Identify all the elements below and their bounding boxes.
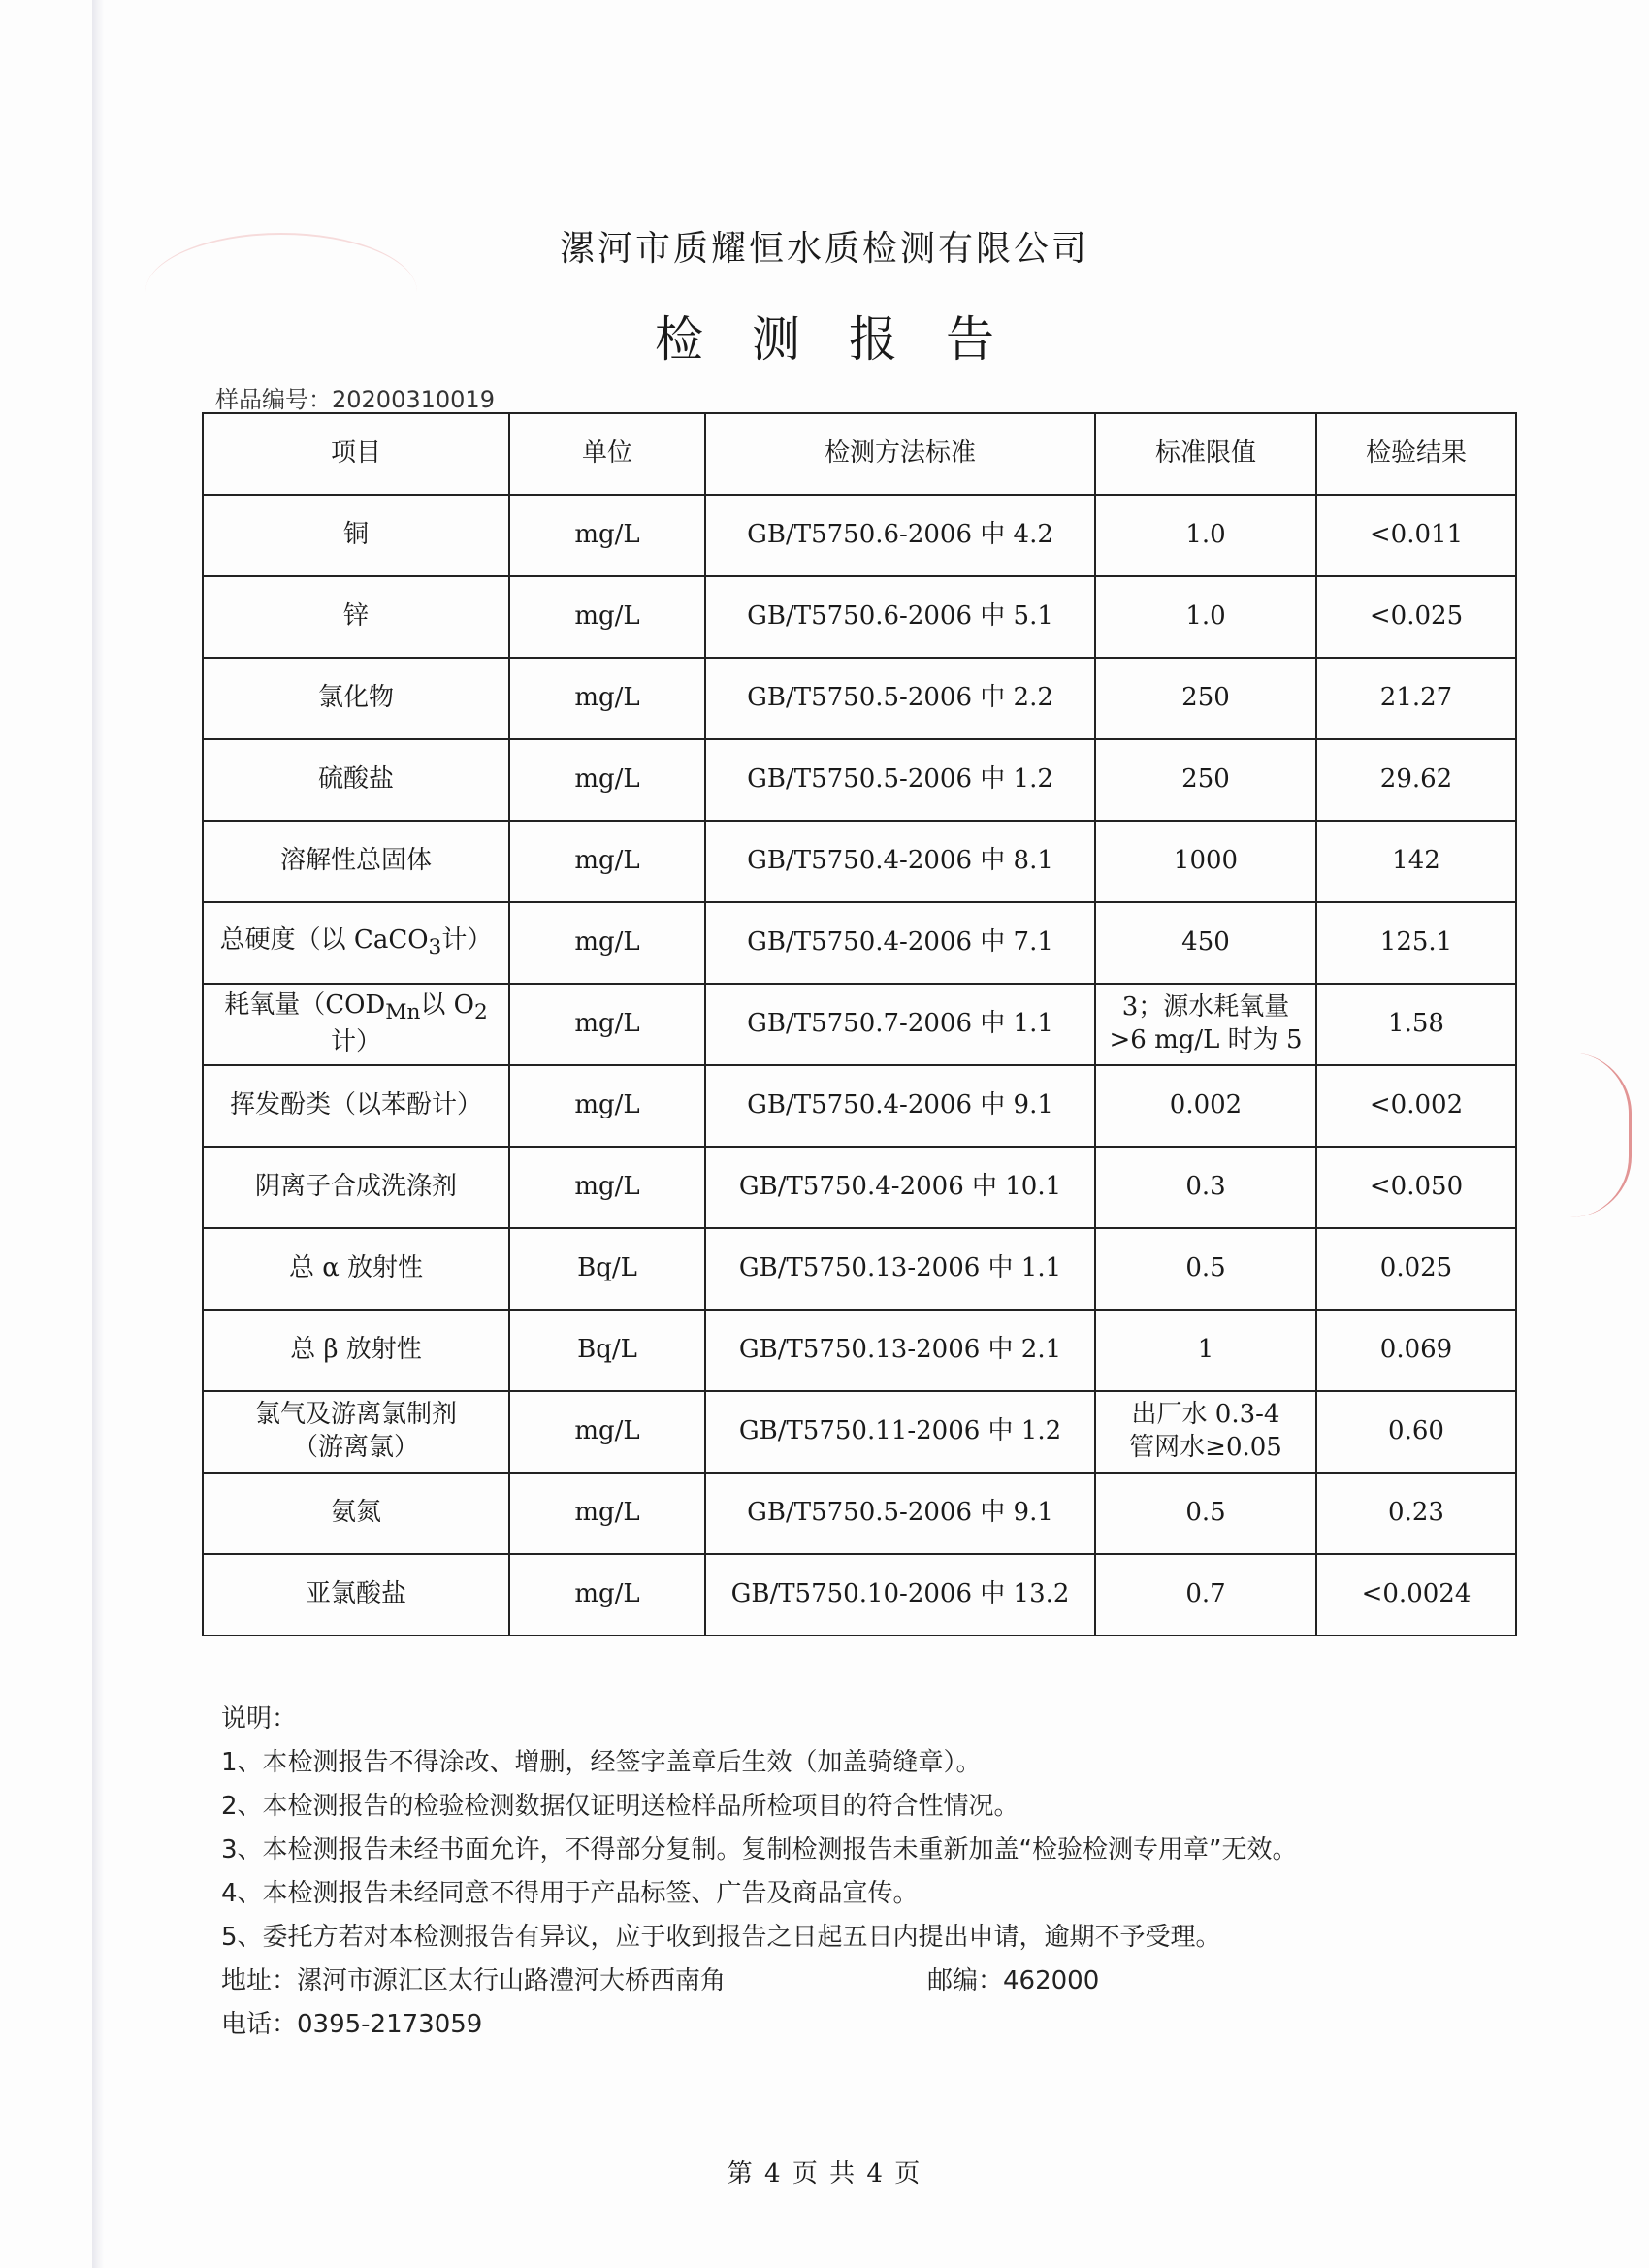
cell-method: GB/T5750.10-2006 中 13.2 <box>705 1554 1095 1636</box>
header-limit: 标准限值 <box>1095 413 1316 495</box>
header-result: 检验结果 <box>1316 413 1516 495</box>
cell-unit: Bq/L <box>509 1310 705 1391</box>
item-line: （游离氯） <box>292 1433 419 1462</box>
cell-result: 0.23 <box>1316 1473 1516 1554</box>
results-table <box>202 412 1517 1636</box>
notes-heading: 说明： <box>221 1704 298 1733</box>
cell-item: 亚氯酸盐 <box>203 1554 509 1636</box>
cell-unit: mg/L <box>509 1554 705 1636</box>
table-row <box>203 902 1516 984</box>
cell-unit: mg/L <box>509 576 705 658</box>
cell-item: 氨氮 <box>203 1473 509 1554</box>
cell-unit: mg/L <box>509 739 705 821</box>
cell-limit: 0.002 <box>1095 1065 1316 1147</box>
cell-limit: 0.5 <box>1095 1228 1316 1310</box>
cell-result: <0.002 <box>1316 1065 1516 1147</box>
cell-unit: mg/L <box>509 1473 705 1554</box>
report-title: 检测报告 <box>655 311 1043 368</box>
item-text: 耗氧量（COD <box>224 989 386 1020</box>
cell-result: <0.011 <box>1316 495 1516 576</box>
cell-limit: 250 <box>1095 658 1316 739</box>
note-item: 2、本检测报告的检验检测数据仅证明送检样品所检项目的符合性情况。 <box>221 1792 1019 1821</box>
cell-limit: 1000 <box>1095 821 1316 902</box>
sample-number-value: 20200310019 <box>332 386 495 413</box>
sample-number <box>215 380 495 414</box>
cell-item: 挥发酚类（以苯酚计） <box>203 1065 509 1147</box>
cell-limit: 450 <box>1095 902 1316 984</box>
table-row <box>203 1473 1516 1554</box>
cell-item: 总 α 放射性 <box>203 1228 509 1310</box>
cell-result: 142 <box>1316 821 1516 902</box>
limit-line: 管网水≥0.05 <box>1129 1433 1282 1462</box>
cell-item <box>203 984 509 1065</box>
cell-method: GB/T5750.4-2006 中 10.1 <box>705 1147 1095 1228</box>
cell-method: GB/T5750.11-2006 中 1.2 <box>705 1391 1095 1473</box>
cell-item: 铜 <box>203 495 509 576</box>
limit-line: 出厂水 0.3-4 <box>1131 1400 1280 1430</box>
item-text: 计） <box>441 924 493 955</box>
table-row <box>203 821 1516 902</box>
seal-stamp-edge <box>1570 1053 1632 1217</box>
cell-method: GB/T5750.4-2006 中 9.1 <box>705 1065 1095 1147</box>
cell-limit: 1 <box>1095 1310 1316 1391</box>
limit-line: 3；源水耗氧量 <box>1121 992 1290 1022</box>
cell-limit <box>1095 1391 1316 1473</box>
cell-result: <0.0024 <box>1316 1554 1516 1636</box>
cell-method: GB/T5750.13-2006 中 2.1 <box>705 1310 1095 1391</box>
cell-limit: 1.0 <box>1095 495 1316 576</box>
page-number: 第 4 页 共 4 页 <box>727 2159 922 2188</box>
item-subscript: 2 <box>474 1000 488 1025</box>
cell-item: 阴离子合成洗涤剂 <box>203 1147 509 1228</box>
address: 地址：漯河市源汇区太行山路澧河大桥西南角 <box>221 1966 727 1995</box>
note-item: 4、本检测报告未经同意不得用于产品标签、广告及商品宣传。 <box>221 1879 919 1908</box>
note-item: 5、委托方若对本检测报告有异议，应于收到报告之日起五日内提出申请，逾期不予受理。 <box>221 1923 1221 1952</box>
header-method: 检测方法标准 <box>705 413 1095 495</box>
table-row <box>203 1065 1516 1147</box>
cell-unit: mg/L <box>509 1065 705 1147</box>
note-item: 3、本检测报告未经书面允许，不得部分复制。复制检测报告未重新加盖“检验检测专用章”无效。 <box>221 1835 1298 1864</box>
table-row <box>203 1554 1516 1636</box>
table-row <box>203 739 1516 821</box>
cell-limit: 1.0 <box>1095 576 1316 658</box>
table-row <box>203 576 1516 658</box>
cell-result: 125.1 <box>1316 902 1516 984</box>
cell-unit: mg/L <box>509 1391 705 1473</box>
company-name: 漯河市质耀恒水质检测有限公司 <box>559 229 1089 269</box>
cell-limit: 0.5 <box>1095 1473 1316 1554</box>
note-item: 1、本检测报告不得涂改、增删，经签字盖章后生效（加盖骑缝章）。 <box>221 1748 982 1777</box>
cell-method: GB/T5750.4-2006 中 8.1 <box>705 821 1095 902</box>
table-header-row <box>203 413 1516 495</box>
cell-unit: Bq/L <box>509 1228 705 1310</box>
cell-limit <box>1095 984 1316 1065</box>
cell-unit: mg/L <box>509 821 705 902</box>
postcode: 邮编：462000 <box>927 1966 1100 1995</box>
cell-result: 29.62 <box>1316 739 1516 821</box>
cell-unit: mg/L <box>509 495 705 576</box>
table-row <box>203 984 1516 1065</box>
cell-method: GB/T5750.5-2006 中 2.2 <box>705 658 1095 739</box>
notes-section <box>221 1698 1482 2047</box>
cell-item: 锌 <box>203 576 509 658</box>
cell-result: <0.050 <box>1316 1147 1516 1228</box>
cell-result: 0.069 <box>1316 1310 1516 1391</box>
table-row <box>203 1391 1516 1473</box>
item-text: 以 O <box>420 989 474 1020</box>
item-text: 计） <box>330 1027 381 1057</box>
cell-unit: mg/L <box>509 984 705 1065</box>
cell-method: GB/T5750.6-2006 中 5.1 <box>705 576 1095 658</box>
cell-result: 0.025 <box>1316 1228 1516 1310</box>
phone: 电话：0395-2173059 <box>221 2010 483 2039</box>
cell-result: 0.60 <box>1316 1391 1516 1473</box>
table-row <box>203 1310 1516 1391</box>
header-unit: 单位 <box>509 413 705 495</box>
cell-result: 21.27 <box>1316 658 1516 739</box>
cell-unit: mg/L <box>509 658 705 739</box>
item-text: 总硬度（以 CaCO <box>219 924 429 955</box>
limit-line: >6 mg/L 时为 5 <box>1109 1025 1303 1054</box>
cell-limit: 0.3 <box>1095 1147 1316 1228</box>
cell-item: 硫酸盐 <box>203 739 509 821</box>
address-line <box>221 1960 1482 2003</box>
cell-method: GB/T5750.7-2006 中 1.1 <box>705 984 1095 1065</box>
cell-limit: 250 <box>1095 739 1316 821</box>
table-row <box>203 1228 1516 1310</box>
item-line: 氯气及游离氯制剂 <box>254 1400 457 1430</box>
cell-item: 氯化物 <box>203 658 509 739</box>
cell-unit: mg/L <box>509 1147 705 1228</box>
table-row <box>203 1147 1516 1228</box>
cell-item <box>203 1391 509 1473</box>
item-subscript: Mn <box>385 1000 421 1025</box>
cell-method: GB/T5750.5-2006 中 1.2 <box>705 739 1095 821</box>
table-row <box>203 658 1516 739</box>
header-item: 项目 <box>203 413 509 495</box>
cell-item: 总 β 放射性 <box>203 1310 509 1391</box>
cell-method: GB/T5750.6-2006 中 4.2 <box>705 495 1095 576</box>
cell-limit: 0.7 <box>1095 1554 1316 1636</box>
sample-number-label: 样品编号： <box>215 386 332 413</box>
cell-method: GB/T5750.13-2006 中 1.1 <box>705 1228 1095 1310</box>
cell-method: GB/T5750.5-2006 中 9.1 <box>705 1473 1095 1554</box>
cell-item <box>203 902 509 984</box>
cell-unit: mg/L <box>509 902 705 984</box>
cell-result: <0.025 <box>1316 576 1516 658</box>
table-row <box>203 495 1516 576</box>
cell-result: 1.58 <box>1316 984 1516 1065</box>
cell-item: 溶解性总固体 <box>203 821 509 902</box>
item-subscript: 3 <box>428 935 442 959</box>
cell-method: GB/T5750.4-2006 中 7.1 <box>705 902 1095 984</box>
